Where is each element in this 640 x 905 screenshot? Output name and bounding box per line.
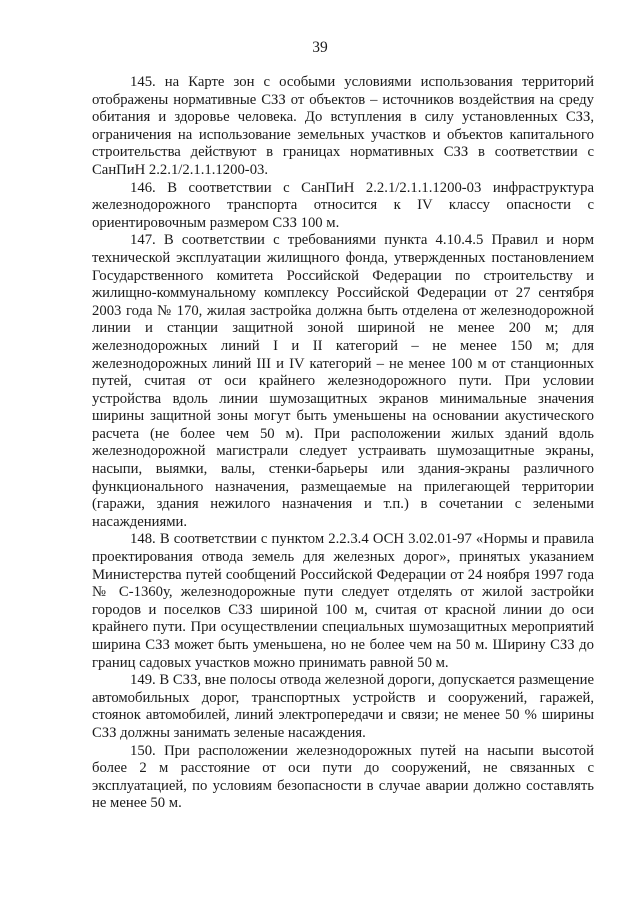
paragraph-148: 148. В соответствии с пунктом 2.2.3.4 ОСН 3.02.01-97 «Нормы и правила проектирования отвода земель для железных дорог», принятых указанием Министерства путей сообщений Российской Федерации от 24 ноября 1997 года № С-1360у, железнодорожные пути следует отделять от жилой застройки городов и поселков СЗЗ шириной 100 м, считая от красной линии до оси крайнего пути. При осуществлении специальных шумозащитных мероприятий ширина СЗЗ может быть уменьшена, но не более чем на 50 м. Ширину СЗЗ до границ садовых участков можно принимать равной 50 м.	[92, 531, 594, 671]
page-number: 39	[312, 39, 328, 56]
paragraph-146: 146. В соответствии с СанПиН 2.2.1/2.1.1.1200-03 инфраструктура железнодорожного транспорта относится к IV классу опасности с ориентировочным размером СЗЗ 100 м.	[92, 179, 594, 231]
document-body	[92, 74, 594, 813]
paragraph-145: 145. на Карте зон с особыми условиями использования территорий отображены нормативные СЗЗ от объектов – источников воздействия на среду обитания и здоровье человека. До вступления в силу установленных СЗЗ, ограничения на использование земельных участков и объектов капитального строительства действуют в границах нормативных СЗЗ в соответствии с СанПиН 2.2.1/2.1.1.1200-03.	[92, 74, 594, 178]
paragraph-147: 147. В соответствии с требованиями пункта 4.10.4.5 Правил и норм технической эксплуатации жилищного фонда, утвержденных постановлением Государственного комитета Российской Федерации по строительству и жилищно-коммунальному комплексу Российской Федерации от 27 сентября 2003 года № 170, жилая застройка должна быть отделена от железнодорожной линии и станции защитной зоной шириной не менее 200 м; для железнодорожных линий I и II категорий – не менее 150 м; для железнодорожных линий III и IV категорий – не менее 100 м от станционных путей, считая от оси крайнего железнодорожного пути. При условии устройства вдоль линии шумозащитных экранов минимальные значения ширины защитной зоны могут быть уменьшены на основании акустического расчета (не более чем 50 м). При расположении жилых зданий вдоль железнодорожной магистрали следует устраивать шумозащитные экраны, насыпи, выямки, валы, стенки-барьеры или здания-экраны различного функционального назначения, размещаемые на прилегающей территории (гаражи, здания нежилого назначения и т.п.) в сочетании с зелеными насаждениями.	[92, 232, 594, 530]
paragraph-149: 149. В СЗЗ, вне полосы отвода железной дороги, допускается размещение автомобильных дорог, транспортных устройств и сооружений, гаражей, стоянок автомобилей, линий электропередачи и связи; не менее 50 % ширины СЗЗ должны занимать зеленые насаждения.	[92, 672, 594, 741]
paragraph-150: 150. При расположении железнодорожных путей на насыпи высотой более 2 м расстояние от оси пути до сооружений, не связанных с эксплуатацией, по условиям безопасности в случае аварии должно составлять не менее 50 м.	[92, 742, 594, 812]
